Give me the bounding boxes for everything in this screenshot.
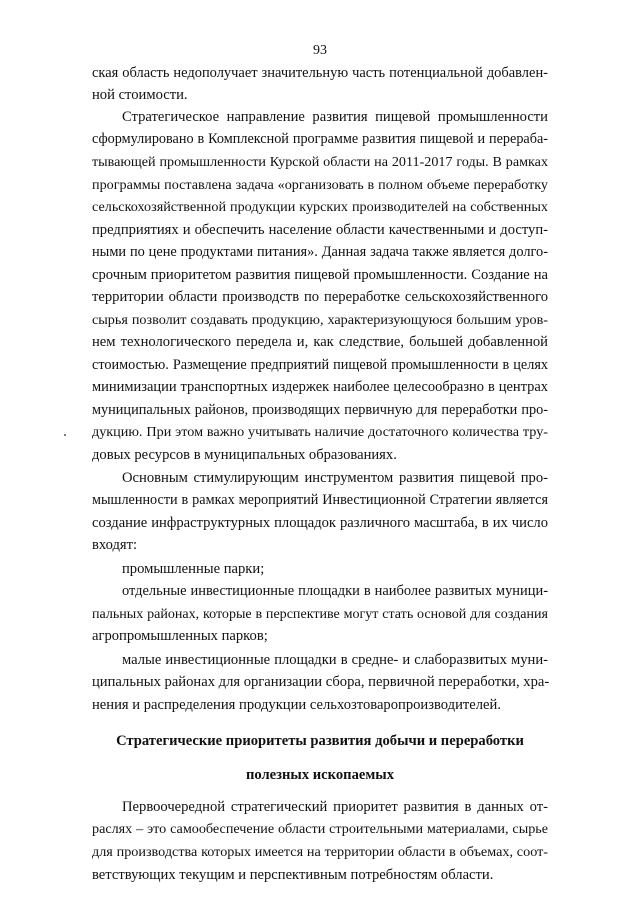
- text-line: раслях – это самообеспечение области строительными материалами, сырье: [92, 821, 548, 837]
- text-line: ципальных районах для организации сбора, первичной переработки, хра-: [92, 674, 550, 690]
- text-line: сельскохозяйственной продукции курских производителей на собственных: [92, 199, 548, 215]
- page-number: 93: [313, 43, 327, 58]
- text-line: нем технологического передела и, как следствие, большей добавленной: [92, 334, 548, 350]
- scan-speck: [64, 434, 66, 436]
- text-line: ветствующих текущим и перспективным потребностям области.: [92, 867, 494, 883]
- text-line: Основным стимулирующим инструментом развития пищевой про-: [122, 470, 548, 486]
- text-line: программы поставлена задача «организовать в полном объеме переработку: [92, 177, 548, 193]
- text-line: входят:: [92, 537, 138, 553]
- text-line: минимизации транспортных издержек наиболее целесообразно в центрах: [92, 379, 548, 395]
- text-line: Первоочередной стратегический приоритет развития в данных от-: [122, 799, 548, 815]
- list-item: отдельные инвестиционные площадки в наиболее развитых муници-: [122, 583, 548, 599]
- text-line: предприятиях и обеспечить население области качественными и доступ-: [92, 222, 548, 238]
- section-heading: Стратегические приоритеты развития добычи и переработки: [116, 733, 524, 749]
- text-line: территории области производств по переработке сельскохозяйственного: [92, 289, 548, 305]
- text-line: пальных районах, которые в перспективе могут стать основой для создания: [92, 606, 548, 622]
- text-line: сырья позволит создавать продукцию, характеризующуюся большим уров-: [92, 312, 548, 328]
- text-line: довых ресурсов в муниципальных образованиях.: [92, 447, 397, 463]
- text-line: муниципальных районов, производящих первичную для переработки про-: [92, 402, 548, 418]
- text-line: тывающей промышленности Курской области на 2011-2017 годы. В рамках: [92, 154, 548, 170]
- text-line: мышленности в рамках мероприятий Инвестиционной Стратегии является: [92, 492, 548, 508]
- text-line: Стратегическое направление развития пищевой промышленности: [122, 109, 548, 125]
- text-line: для производства которых имеется на территории области в объемах, соот-: [92, 844, 548, 860]
- text-line: срочным приоритетом развития пищевой промышленности. Создание на: [92, 267, 548, 283]
- text-line: сформулировано в Комплексной программе развития пищевой и перераба-: [92, 131, 548, 147]
- text-line: создание инфраструктурных площадок различного масштаба, в их число: [92, 515, 548, 531]
- list-item: малые инвестиционные площадки в средне- и слаборазвитых муни-: [122, 652, 548, 668]
- section-heading: полезных ископаемых: [245, 767, 394, 783]
- text-line: стоимостью. Размещение предприятий пищевой промышленности в целях: [92, 357, 548, 373]
- text-line: нения и распределения продукции сельхозтоваропроизводителей.: [92, 697, 501, 713]
- list-item: промышленные парки;: [122, 561, 265, 577]
- text-line: дукцию. При этом важно учитывать наличие достаточного количества тру-: [92, 424, 548, 440]
- text-line: ными по цене продуктами питания». Данная задача также является долго-: [92, 244, 548, 260]
- text-line: агропромышленных парков;: [92, 628, 268, 644]
- text-line: ская область недополучает значительную часть потенциальной добавлен-: [92, 65, 548, 81]
- text-line: ной стоимости.: [92, 87, 188, 103]
